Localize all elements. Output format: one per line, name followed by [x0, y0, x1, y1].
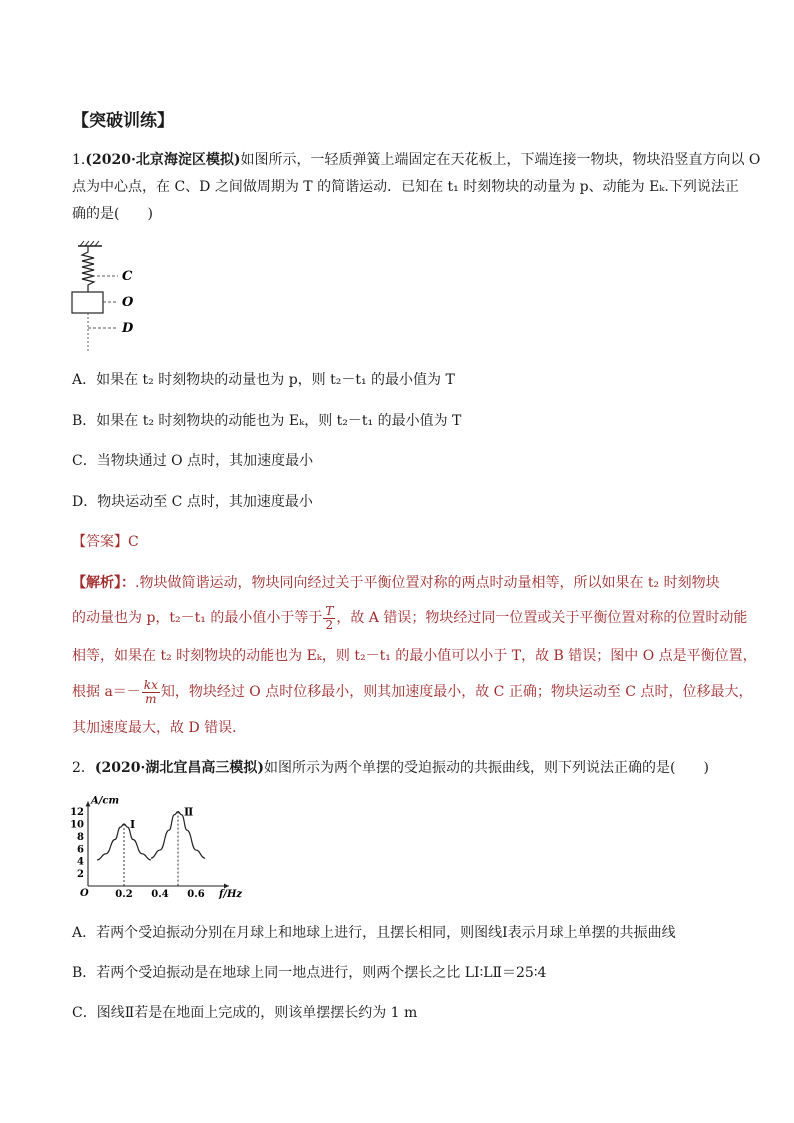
fraction2-numerator: kx — [143, 677, 158, 692]
q2-option-b: B．若两个受迫振动是在地球上同一地点进行，则两个摆长之比 LⅠ∶LⅡ＝25∶4 — [72, 965, 547, 981]
answer-label: 【答案】 — [72, 534, 128, 550]
x-axis-arrow-icon — [224, 884, 229, 889]
spring — [82, 246, 94, 292]
label-o: O — [122, 295, 134, 310]
label-d: D — [122, 321, 134, 336]
fraction2-denominator: m — [145, 691, 157, 706]
q1-stem-line1 — [72, 150, 760, 170]
label-c: C — [122, 269, 133, 284]
q1-stem-line3: 确的是( ) — [72, 206, 153, 222]
analysis-text2b: ，故 A 错误；物块经过同一位置或关于平衡位置对称的位置时动能 — [336, 610, 748, 626]
resonance-chart — [66, 790, 243, 902]
analysis-text4a: 根据 a＝－ — [72, 684, 141, 700]
y-tick-label: 10 — [70, 819, 84, 831]
analysis-line3: 相等，如果在 t₂ 时刻物块的动能也为 Eₖ，则 t₂－t₁ 的最小值可以小于 T，故 B 错误；图中 O 点是平衡位置， — [72, 648, 757, 664]
x-tick-label: 0.6 — [187, 889, 205, 900]
origin-label: O — [80, 888, 89, 899]
answer-value: C — [128, 534, 139, 550]
series-label-2: Ⅱ — [184, 805, 194, 819]
analysis-text1: .物块做简谐运动，物块同向经过关于平衡位置对称的两点时动量相等，所以如果在 t₂ 时刻物块 — [135, 575, 720, 591]
x-axis-label: f/Hz — [219, 889, 243, 900]
section-heading: 【突破训练】 — [72, 111, 174, 131]
x-tick-label: 0.4 — [151, 889, 169, 900]
q1-stem-line2: 点为中心点，在 C、D 之间做周期为 T 的简谐运动．已知在 t₁ 时刻物块的动量为 p、动能为 Eₖ.下列说法正 — [72, 179, 739, 195]
chart-axes — [70, 795, 242, 900]
fraction1-denominator: 2 — [325, 617, 334, 632]
analysis-text2a: 的动量也为 p，t₂－t₁ 的最小值小于等于 — [72, 610, 323, 626]
q1-option-d: D．物块运动至 C 点时，其加速度最小 — [72, 494, 313, 510]
ceiling-hatch — [80, 241, 99, 246]
analysis-text4b: 知，物块经过 O 点时位移最小，则其加速度最小，故 C 正确；物块运动至 C 点时，位移最大， — [160, 684, 753, 700]
q2-stem — [72, 758, 709, 778]
y-axis-arrow-icon — [86, 801, 91, 806]
analysis-line2 — [72, 602, 747, 634]
x-tick-label: 0.2 — [115, 889, 133, 900]
q2-number: 2． — [72, 760, 95, 776]
spring-diagram — [68, 240, 158, 355]
y-tick-label: 4 — [77, 856, 84, 868]
chart-marks — [97, 806, 205, 886]
analysis-line4 — [72, 676, 752, 708]
fraction-kx-over-m — [142, 679, 160, 706]
q2-option-c: C．图线Ⅱ若是在地面上完成的，则该单摆摆长约为 1 m — [72, 1005, 418, 1021]
analysis-label: 【解析】： — [72, 575, 135, 591]
series-curve-2 — [151, 812, 205, 859]
q2-option-a: A．若两个受迫振动分别在月球上和地球上进行，且摆长相同，则图线Ⅰ表示月球上单摆的共振曲线 — [72, 925, 676, 941]
q1-number: 1. — [72, 152, 86, 168]
y-tick-label: 6 — [77, 844, 84, 856]
fraction-t-over-2 — [323, 605, 335, 632]
block — [72, 292, 103, 313]
series-label-1: Ⅰ — [130, 818, 136, 831]
analysis-line5: 其加速度最大，故 D 错误． — [72, 720, 247, 736]
q1-option-a: A．如果在 t₂ 时刻物块的动量也为 p，则 t₂－t₁ 的最小值为 T — [72, 372, 455, 388]
y-tick-label: 12 — [70, 807, 84, 819]
q1-option-c: C．当物块通过 O 点时，其加速度最小 — [72, 453, 314, 469]
q2-stem-text: 如图所示为两个单摆的受迫振动的共振曲线，则下列说法正确的是( ) — [264, 760, 709, 776]
q1-answer — [72, 532, 139, 552]
q1-option-b: B．如果在 t₂ 时刻物块的动能也为 Eₖ，则 t₂－t₁ 的最小值为 T — [72, 413, 462, 429]
q1-stem-text1: 如图所示，一轻质弹簧上端固定在天花板上，下端连接一物块，物块沿竖直方向以 O — [240, 152, 761, 168]
y-tick-label: 8 — [77, 831, 84, 843]
q1-source: (2020·北京海淀区模拟) — [85, 152, 241, 168]
y-axis-label: A/cm — [91, 795, 120, 807]
q2-source: (2020·湖北宜昌高三模拟) — [94, 760, 265, 776]
fraction1-numerator: T — [325, 603, 334, 618]
y-tick-label: 2 — [77, 869, 84, 881]
analysis-line1 — [72, 573, 720, 593]
